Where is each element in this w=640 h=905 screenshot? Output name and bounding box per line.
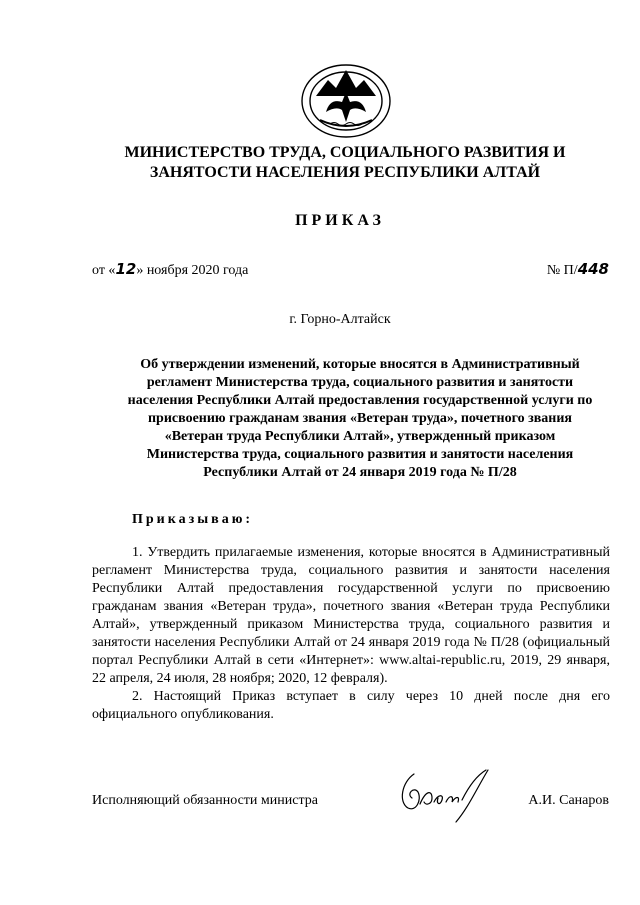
number-prefix: № П/ [546,263,578,278]
subject-line: населения Республики Алтай предоставления государственной услуги по [127,393,593,408]
ministry-name [60,143,630,183]
paragraph-1: 1. Утвердить прилагаемые изменения, которые вносятся в Административный регламент Министерства труда, социального развития и занятости населения Республики Алтай предоставления государственной услуги по присвоению гражданам звания «Ветеран труда», почетного звания «Ветеран труда Республики Алтай», утвержденный приказом Министерства труда, социального развития и занятости населения Республики Алтай от 24 января 2019 года № П/28 (официальный портал Республики Алтай в сети «Интернет»: www.altai-republic.ru, 2019, 29 января, 22 апреля, 24 июля, 28 ноября; 2020, 12 февраля). [92,545,610,686]
order-date [92,260,248,279]
ministry-line-2: ЗАНЯТОСТИ НАСЕЛЕНИЯ РЕСПУБЛИКИ АЛТАЙ [149,164,541,181]
order-number [547,260,609,279]
order-subject [92,356,628,482]
subject-line: Министерства труда, социального развития и занятости населения [146,447,574,462]
order-body [92,544,610,724]
subject-line: Об утверждении изменений, которые вносятся в Административный [140,357,580,372]
altai-republic-emblem-icon [300,62,392,140]
subject-line: присвоению гражданам звания «Ветеран труда», почетного звания [147,411,573,426]
date-prefix: от « [92,263,116,278]
date-day: 12 [115,260,137,278]
subject-line: регламент Министерства труда, социального развития и занятости [146,375,574,390]
signer-name: А.И. Санаров [528,793,609,808]
order-title: ПРИКАЗ [295,212,385,229]
number-value: 448 [577,260,609,278]
subject-line: «Ветеран труда Республики Алтай», утвержденный приказом [164,429,556,444]
paragraph-2: 2. Настоящий Приказ вступает в силу через 10 дней после дня его официального опубликования. [92,689,610,722]
ministry-line-1: МИНИСТЕРСТВО ТРУДА, СОЦИАЛЬНОГО РАЗВИТИЯ И [124,144,566,161]
handwritten-signature-icon [396,768,498,824]
prikazyvayu-heading: Приказываю: [132,512,254,527]
signer-role: Исполняющий обязанности министра [92,793,318,808]
date-suffix: » ноября 2020 года [136,263,249,278]
city: г. Горно-Алтайск [289,312,391,327]
subject-line: Республики Алтай от 24 января 2019 года № П/28 [203,465,517,480]
